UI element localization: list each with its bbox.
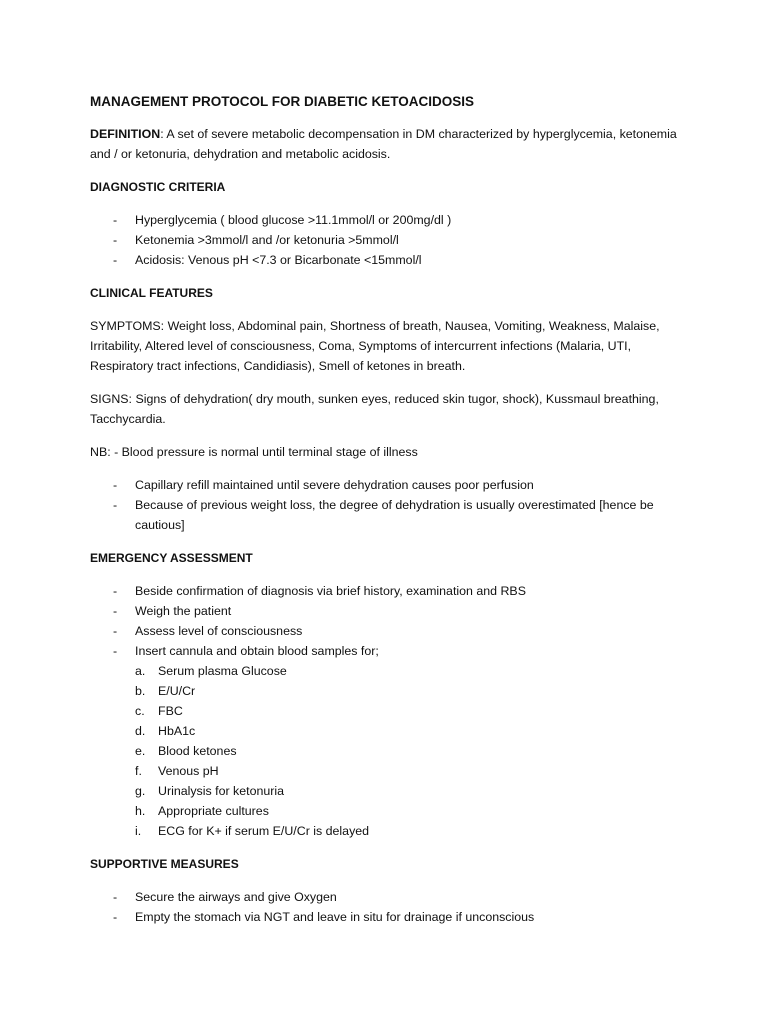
list-item: - Beside confirmation of diagnosis via brief history, examination and RBS [90, 581, 680, 601]
list-item: - Acidosis: Venous pH <7.3 or Bicarbonate <15mmol/l [90, 250, 680, 270]
list-item: - Empty the stomach via NGT and leave in situ for drainage if unconscious [90, 907, 680, 927]
definition-paragraph [90, 124, 680, 164]
sub-list-text: ECG for K+ if serum E/U/Cr is delayed [158, 824, 370, 838]
definition-label: DEFINITION [90, 127, 161, 141]
sub-list-marker: h. [135, 804, 146, 818]
sub-list-item [135, 821, 680, 841]
sub-list-item [135, 801, 680, 821]
clinical-features-heading: CLINICAL FEATURES [90, 286, 213, 300]
document-body [90, 92, 680, 940]
sub-list-marker: d. [135, 724, 146, 738]
sub-list-marker: f. [135, 764, 142, 778]
list-item: - Ketonemia >3mmol/l and /or ketonuria >5mmol/l [90, 230, 680, 250]
sub-list-marker: e. [135, 744, 146, 758]
supportive-measures-list [90, 887, 680, 927]
list-item: - Assess level of consciousness [90, 621, 680, 641]
sub-list-text: Urinalysis for ketonuria [158, 784, 285, 798]
sub-list-text: Appropriate cultures [158, 804, 269, 818]
sub-list-marker: g. [135, 784, 146, 798]
nb-paragraph: NB: - Blood pressure is normal until terminal stage of illness [90, 445, 418, 459]
list-item: - Secure the airways and give Oxygen [90, 887, 680, 907]
sub-list-text: Serum plasma Glucose [158, 664, 287, 678]
sub-list-item [135, 741, 680, 761]
list-item: - Capillary refill maintained until severe dehydration causes poor perfusion [90, 475, 680, 495]
sub-list-marker: b. [135, 684, 146, 698]
nb-list [90, 475, 680, 535]
signs-paragraph: SIGNS: Signs of dehydration( dry mouth, sunken eyes, reduced skin tugor, shock), Kussmaul breathing, Tacchycardia. [90, 392, 659, 426]
list-item: - Because of previous weight loss, the degree of dehydration is usually overestimated [hence be cautious] [90, 495, 680, 535]
sub-list-marker: c. [135, 704, 145, 718]
list-item [90, 641, 680, 841]
sub-list-item [135, 761, 680, 781]
supportive-measures-heading: SUPPORTIVE MEASURES [90, 857, 239, 871]
document-title: MANAGEMENT PROTOCOL FOR DIABETIC KETOACIDOSIS [90, 94, 475, 109]
sub-list-item [135, 701, 680, 721]
sub-list-item [135, 721, 680, 741]
sub-list-text: FBC [158, 704, 183, 718]
sub-list-marker: i. [135, 824, 142, 838]
sub-list-item [135, 661, 680, 681]
blood-samples-list [135, 661, 680, 841]
list-item-text: Insert cannula and obtain blood samples for; [135, 644, 379, 658]
list-item: - Hyperglycemia ( blood glucose >11.1mmol/l or 200mg/dl ) [90, 210, 680, 230]
diagnostic-criteria-list [90, 210, 680, 270]
emergency-assessment-list [90, 581, 680, 841]
emergency-assessment-heading: EMERGENCY ASSESSMENT [90, 551, 253, 565]
sub-list-text: Venous pH [158, 764, 219, 778]
sub-list-text: E/U/Cr [158, 684, 196, 698]
list-item: - Weigh the patient [90, 601, 680, 621]
sub-list-text: HbA1c [158, 724, 196, 738]
sub-list-item [135, 781, 680, 801]
sub-list-item [135, 681, 680, 701]
diagnostic-criteria-heading: DIAGNOSTIC CRITERIA [90, 180, 226, 194]
definition-text: : A set of severe metabolic decompensation in DM characterized by hyperglycemia, ketonemia and / or ketonuria, dehydration and metabolic acidosis. [90, 127, 677, 161]
symptoms-paragraph: SYMPTOMS: Weight loss, Abdominal pain, Shortness of breath, Nausea, Vomiting, Weakness, Malaise, Irritability, Altered level of consciousness, Coma, Symptoms of intercurrent infections (Malaria, UTI, Respiratory tract infections, Candidiasis), Smell of ketones in breath. [90, 319, 660, 373]
sub-list-text: Blood ketones [158, 744, 237, 758]
sub-list-marker: a. [135, 664, 146, 678]
